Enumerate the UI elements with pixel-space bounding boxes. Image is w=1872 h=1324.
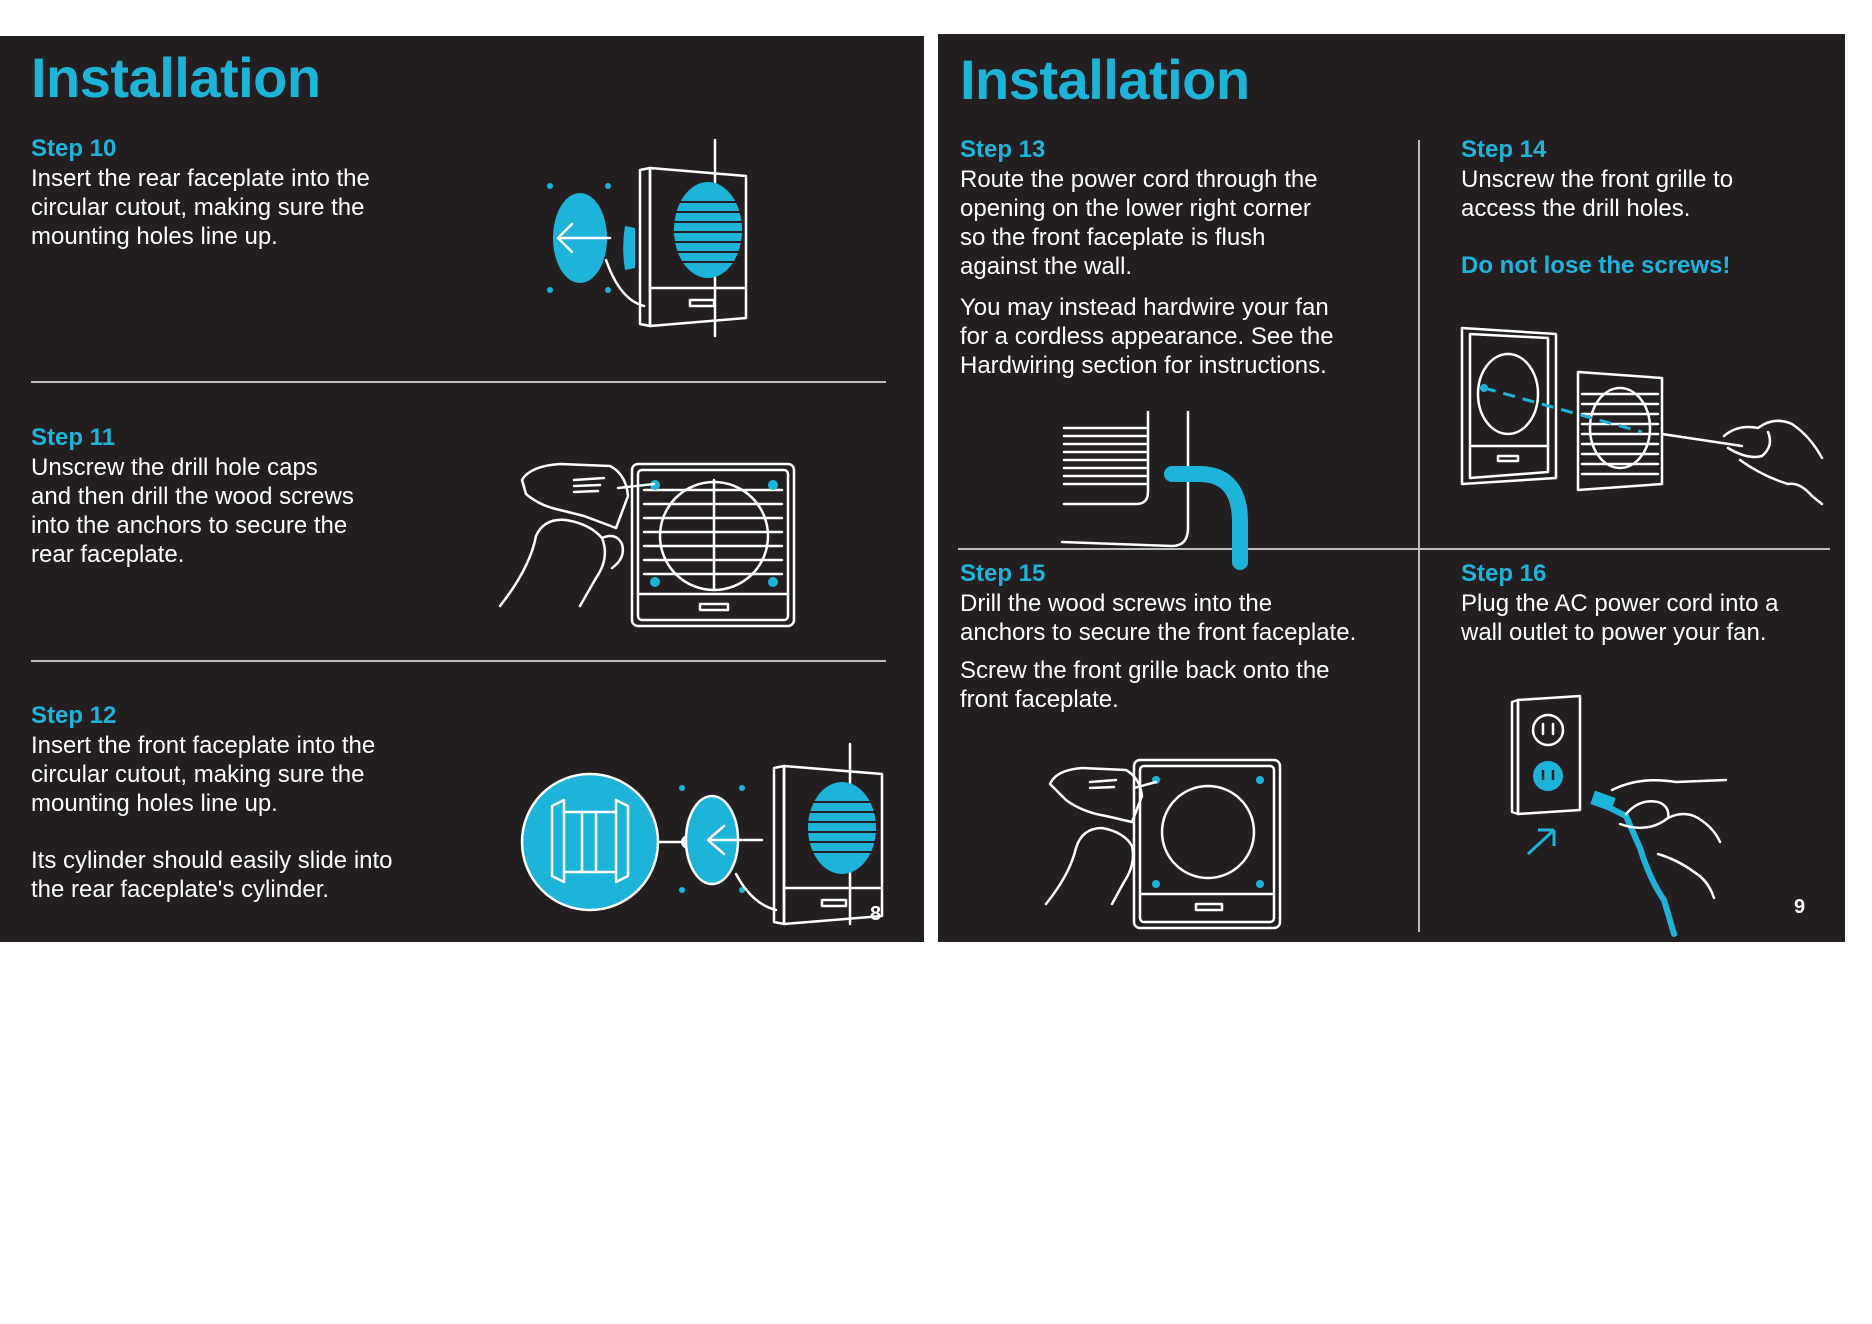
manual-page-8 — [0, 36, 924, 942]
plug-in-power-cord-illustration — [1508, 694, 1738, 944]
step-note — [31, 846, 393, 904]
manual-page-9 — [938, 34, 1845, 942]
text-line: wall outlet to power your fan. — [1461, 619, 1767, 646]
text-line: circular cutout, making sure the — [31, 194, 365, 221]
text-line: the rear faceplate's cylinder. — [31, 876, 330, 903]
step-instructions — [960, 589, 1356, 647]
text-line: front faceplate. — [960, 686, 1119, 713]
text-line: Plug the AC power cord into a — [1461, 590, 1779, 617]
text-line: anchors to secure the front faceplate. — [960, 619, 1357, 646]
step-title: Step 16 — [1461, 560, 1547, 587]
text-line: Insert the rear faceplate into the — [31, 165, 370, 192]
text-line: for a cordless appearance. See the — [960, 323, 1334, 350]
text-line: Screw the front grille back onto the — [960, 657, 1330, 684]
text-line: Hardwiring section for instructions. — [960, 352, 1327, 379]
step-instructions — [1461, 589, 1779, 647]
step-title: Step 11 — [31, 424, 116, 451]
text-line: Its cylinder should easily slide into — [31, 847, 393, 874]
unscrew-front-grille-illustration — [1462, 328, 1822, 528]
column-divider — [1418, 140, 1420, 932]
step-title: Step 14 — [1461, 136, 1547, 163]
step-title: Step 15 — [960, 560, 1046, 587]
divider — [31, 381, 886, 383]
step-note — [960, 656, 1330, 714]
step-title: Step 12 — [31, 702, 117, 729]
text-line: Route the power cord through the — [960, 166, 1318, 193]
text-line: Unscrew the drill hole caps — [31, 454, 318, 481]
step-instructions — [31, 731, 375, 818]
text-line: mounting holes line up. — [31, 223, 278, 250]
text-line: opening on the lower right corner — [960, 195, 1311, 222]
step-note — [960, 293, 1334, 380]
text-line: circular cutout, making sure the — [31, 761, 365, 788]
step-instructions — [960, 165, 1318, 281]
step-title: Step 10 — [31, 135, 117, 162]
text-line: so the front faceplate is flush — [960, 224, 1266, 251]
text-line: Unscrew the front grille to — [1461, 166, 1734, 193]
page-number: 9 — [1794, 896, 1806, 918]
step-instructions — [1461, 165, 1733, 223]
text-line: access the drill holes. — [1461, 195, 1691, 222]
front-faceplate-insert-illustration — [520, 704, 890, 924]
step-instructions — [31, 453, 354, 569]
page-number: 8 — [870, 903, 882, 925]
text-line: mounting holes line up. — [31, 790, 278, 817]
text-line: into the anchors to secure the — [31, 512, 348, 539]
step-title: Step 13 — [960, 136, 1046, 163]
drill-rear-faceplate-illustration — [500, 428, 800, 628]
power-cord-routing-illustration — [1062, 392, 1302, 542]
warning-text: Do not lose the screws! — [1461, 252, 1731, 279]
text-line: Drill the wood screws into the — [960, 590, 1273, 617]
text-line: rear faceplate. — [31, 541, 185, 568]
divider — [31, 660, 886, 662]
text-line: Insert the front faceplate into the — [31, 732, 376, 759]
page-title: Installation — [31, 46, 321, 109]
page-title: Installation — [960, 48, 1250, 111]
divider — [958, 548, 1830, 550]
rear-faceplate-insert-illustration — [540, 140, 760, 340]
text-line: You may instead hardwire your fan — [960, 294, 1329, 321]
text-line: and then drill the wood screws — [31, 483, 354, 510]
drill-front-faceplate-illustration — [1046, 724, 1306, 934]
step-instructions — [31, 164, 370, 251]
text-line: against the wall. — [960, 253, 1133, 280]
